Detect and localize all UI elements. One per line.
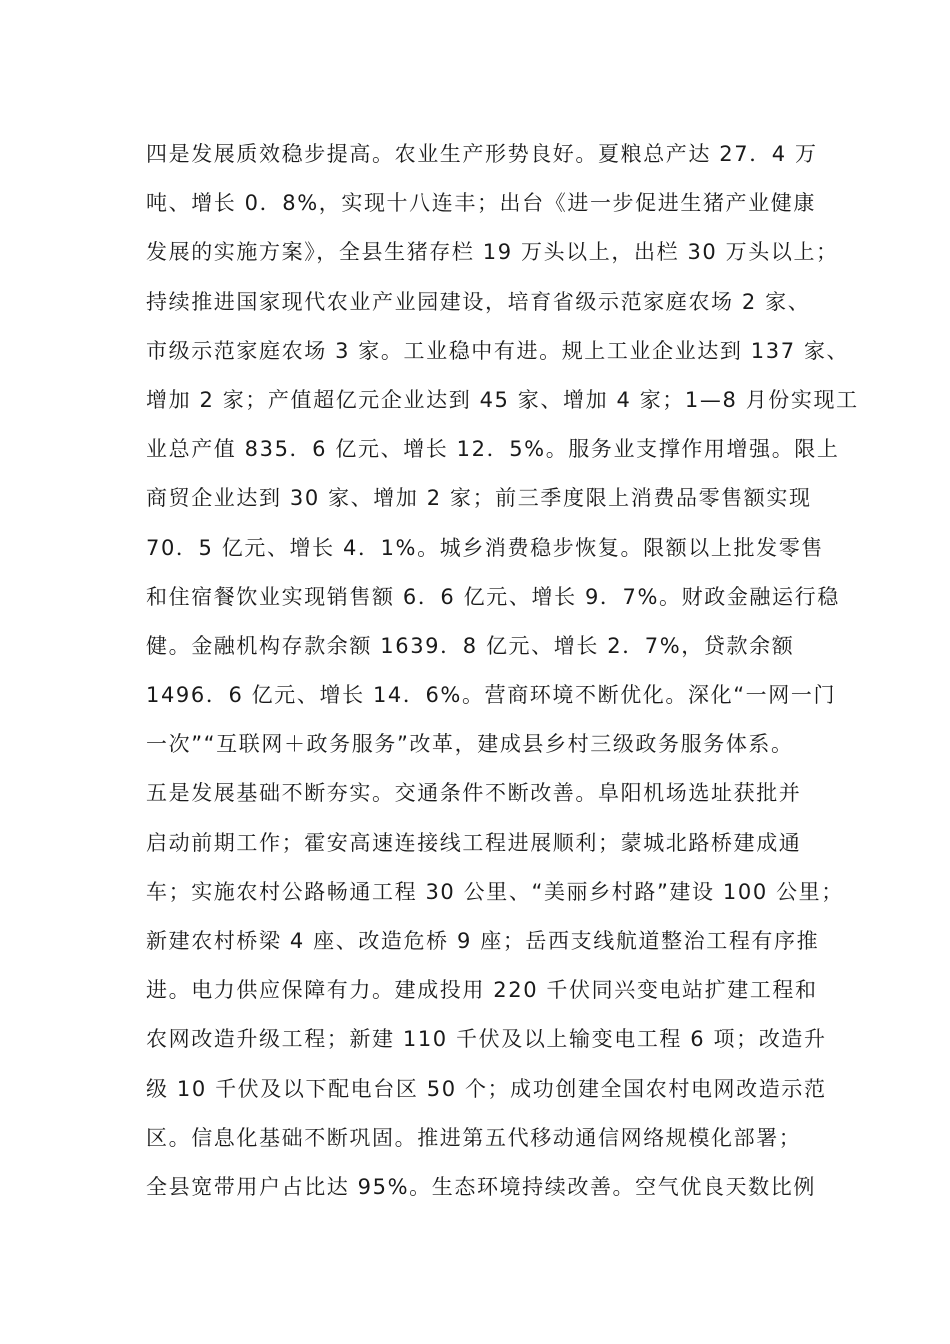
text-line: 四是发展质效稳步提高。农业生产形势良好。夏粮总产达 27．4 万 xyxy=(146,142,818,166)
text-line: 五是发展基础不断夯实。交通条件不断改善。阜阳机场选址获批并 xyxy=(146,781,802,806)
text-line: 区。信息化基础不断巩固。推进第五代移动通信网络规模化部署； xyxy=(146,1125,802,1150)
text-line: 商贸企业达到 30 家、增加 2 家；前三季度限上消费品零售额实现 xyxy=(146,486,812,511)
text-line: 进。电力供应保障有力。建成投用 220 千伏同兴变电站扩建工程和 xyxy=(146,978,818,1003)
text-line: 市级示范家庭农场 3 家。工业稳中有进。规上工业企业达到 137 家、 xyxy=(146,338,850,363)
text-line: 1496．6 亿元、增长 14．6%。营商环境不断优化。深化“一网一门 xyxy=(146,683,837,708)
text-line: 全县宽带用户占比达 95%。生态环境持续改善。空气优良天数比例 xyxy=(146,1174,816,1199)
text-line: 一次”“互联网＋政务服务”改革，建成县乡村三级政务服务体系。 xyxy=(146,732,794,757)
text-line: 70．5 亿元、增长 4．1%。城乡消费稳步恢复。限额以上批发零售 xyxy=(146,535,824,560)
text-line: 农网改造升级工程；新建 110 千伏及以上输变电工程 6 项；改造升 xyxy=(146,1027,827,1052)
text-line: 业总产值 835．6 亿元、增长 12．5%。服务业支撑作用增强。限上 xyxy=(146,437,840,462)
text-line: 健。金融机构存款余额 1639．8 亿元、增长 2．7%，贷款余额 xyxy=(146,633,795,658)
text-line: 发展的实施方案》，全县生猪存栏 19 万头以上，出栏 30 万头以上； xyxy=(146,240,839,265)
text-line: 车；实施农村公路畅通工程 30 公里、“美丽乡村路”建设 100 公里； xyxy=(146,879,844,904)
text-line: 级 10 千伏及以下配电台区 50 个；成功创建全国农村电网改造示范 xyxy=(146,1076,827,1101)
text-line: 启动前期工作；霍安高速连接线工程进展顺利；蒙城北路桥建成通 xyxy=(146,830,802,855)
body-text xyxy=(146,130,859,1212)
text-line: 吨、增长 0．8%，实现十八连丰；出台《进一步促进生猪产业健康 xyxy=(146,191,816,216)
text-line: 新建农村桥梁 4 座、改造危桥 9 座；岳西支线航道整治工程有序推 xyxy=(146,929,820,953)
text-line: 增加 2 家；产值超亿元企业达到 45 家、增加 4 家；1—8 月份实现工 xyxy=(146,387,859,412)
text-line: 持续推进国家现代农业产业园建设，培育省级示范家庭农场 2 家、 xyxy=(146,289,811,314)
text-line: 和住宿餐饮业实现销售额 6．6 亿元、增长 9．7%。财政金融运行稳 xyxy=(146,584,840,609)
